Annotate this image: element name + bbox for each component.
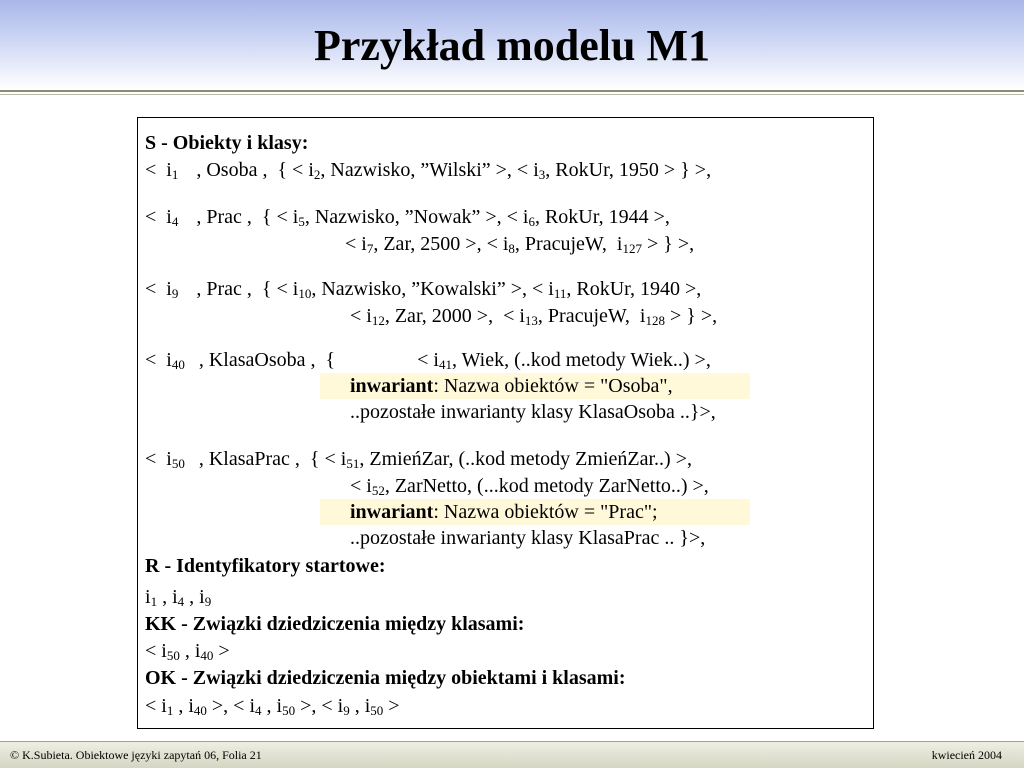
object-line-kowalski-1: < $i_9$ , Prac , { < $i_{10}$, Nazwisko, ”Kowalski” >, < $i_{11}$, RokUr, 1940 >, bbox=[145, 278, 702, 301]
object-line-osoba: < $i_1$ , Osoba , { < $i_2$, Nazwisko, ”Wilski” >, < $i_3$, RokUr, 1950 > } >, bbox=[145, 159, 712, 182]
object-line-nowak-1: < $i_4$ , Prac , { < $i_5$, Nazwisko, ”Nowak” >, < $i_6$, RokUr, 1944 >, bbox=[145, 206, 670, 229]
kk-heading: KK - Związki dziedziczenia między klasami: bbox=[145, 613, 525, 635]
class-line-klasaprac-1: < $i_{50}$ , KlasaPrac , { < $i_{51}$, ZmieńZar, (..kod metody ZmieńZar..) >, bbox=[145, 448, 692, 471]
object-line-kowalski-2: < $i_{12}$, Zar, 2000 >, < $i_{13}$, PracujeW, $i_{128}$ > } >, bbox=[345, 305, 718, 328]
invariant-keyword: inwariant bbox=[350, 375, 434, 397]
rest-invariants-prac: ..pozostałe inwarianty klasy KlasaPrac .. }>, bbox=[350, 527, 706, 549]
class-inheritance: < $i_{50}$ , $i_{40}$ > bbox=[145, 640, 230, 663]
start-identifiers: $i_1$ , $i_4$ , $i_9$ bbox=[145, 586, 212, 609]
footer-copyright: © K.Subieta. Obiektowe języki zapytań 06, Folia 21 bbox=[10, 748, 262, 762]
ok-heading: OK - Związki dziedziczenia między obiektami i klasami: bbox=[145, 667, 626, 689]
footer-bar bbox=[0, 741, 1024, 768]
rest-invariants-osoba: ..pozostałe inwarianty klasy KlasaOsoba ..}>, bbox=[350, 401, 716, 423]
slide-title: Przykład modelu M1 bbox=[314, 21, 710, 70]
class-line-klasaprac-2: < $i_{52}$, ZarNetto, (...kod metody ZarNetto..) >, bbox=[345, 475, 709, 498]
object-line-nowak-2: < $i_7$, Zar, 2500 >, < $i_8$, PracujeW, $i_{127}$ > } >, bbox=[345, 233, 695, 256]
footer-date: kwiecień 2004 bbox=[931, 748, 1002, 762]
header-divider-thin bbox=[0, 94, 1024, 95]
invariant-keyword: inwariant bbox=[350, 501, 434, 523]
invariant-line-prac: inwariant: Nazwa obiektów = "Prac"; bbox=[350, 501, 658, 523]
header-divider bbox=[0, 90, 1024, 92]
s-heading: S - Obiekty i klasy: bbox=[145, 132, 309, 154]
class-line-klasaosoba: < $i_{40}$ , KlasaOsoba , { < $i_{41}$, Wiek, (..kod metody Wiek..) >, bbox=[145, 349, 711, 372]
invariant-line-osoba: inwariant: Nazwa obiektów = "Osoba", bbox=[350, 375, 673, 397]
r-heading: R - Identyfikatory startowe: bbox=[145, 555, 386, 577]
object-class-inheritance: < $i_1$ , $i_{40}$ >, < $i_4$ , $i_{50}$ >, < $i_9$ , $i_{50}$ > bbox=[145, 695, 400, 718]
